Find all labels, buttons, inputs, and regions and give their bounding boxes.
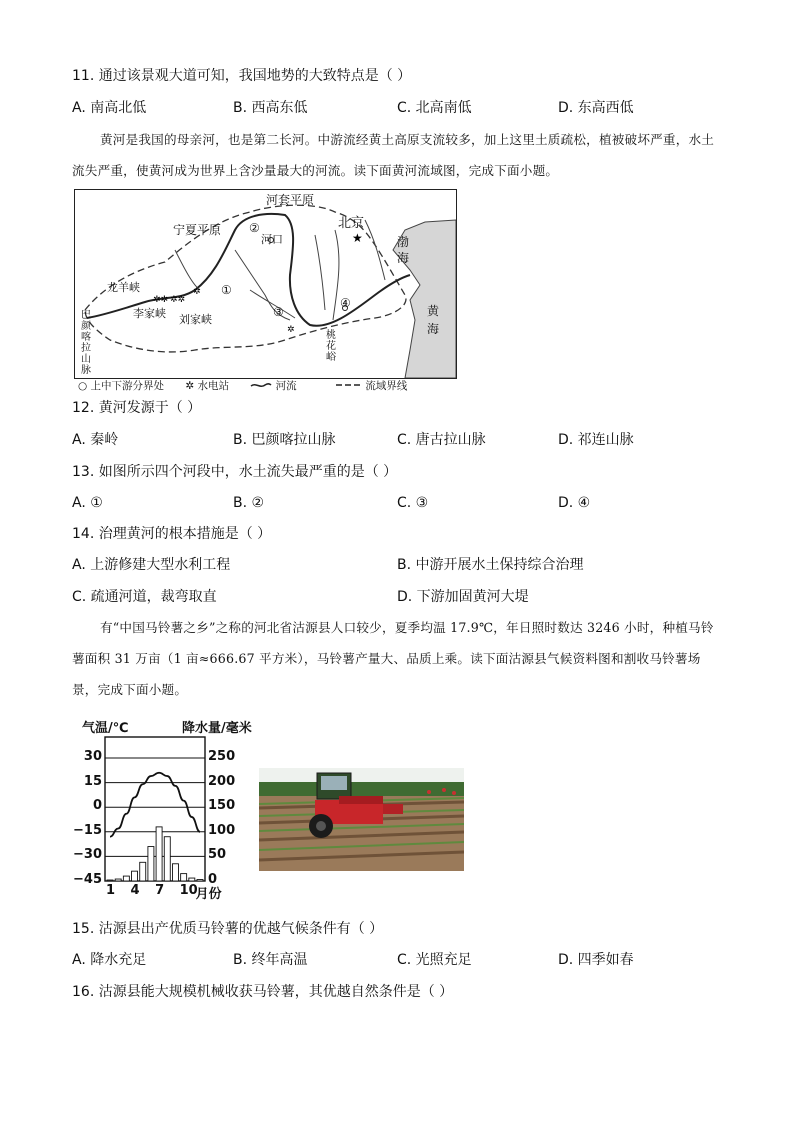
label-lijiaxia: 李家峡 [133,307,166,320]
map-legend [78,378,443,393]
precipitation-bar [140,862,146,881]
month-tick-label: 10 [179,883,198,898]
q13-stem: 13. 如图所示四个河段中，水土流失最严重的是（ ） [72,464,398,480]
q13-option-a[interactable]: A. ① [72,495,103,511]
q14-option-c[interactable]: C. 疏通河道，裁弯取直 [72,589,217,605]
precipitation-bar [148,847,154,881]
svg-text:✲: ✲ [287,325,295,335]
precip-tick-label: 150 [208,798,236,814]
month-tick-label: 1 [106,883,116,898]
precip-tick-label: 50 [208,847,227,863]
precipitation-bar [123,876,129,881]
precipitation-bar [172,864,178,881]
river-line-icon [250,381,272,389]
potato-harvest-photo [259,768,464,871]
temp-tick-label: −45 [73,872,102,887]
climate-precip-axis-title: 降水量/毫米 [182,721,252,736]
q15-option-a[interactable]: A. 降水充足 [72,952,147,968]
precip-tick-label: 100 [208,822,236,838]
precipitation-bar [115,879,121,881]
q14-option-b[interactable]: B. 中游开展水土保持综合治理 [397,557,584,573]
precipitation-bar [189,878,195,881]
label-hetao-plain: 河套平原 [266,193,315,207]
temp-tick-label: 30 [83,749,102,764]
label-taohuayu: 桃 花 峪 [326,330,336,363]
q11-option-d[interactable]: D. 东高西低 [558,100,634,116]
q13-option-d[interactable]: D. ④ [558,495,591,511]
legend-river [250,380,314,392]
label-liujiaxia: 刘家峡 [179,313,212,326]
q13-option-c[interactable]: C. ③ [397,495,429,511]
dashed-line-icon [336,381,362,389]
q13-option-b[interactable]: B. ② [233,495,265,511]
label-bohai-sea: 渤 海 [397,235,410,265]
svg-text:✲: ✲ [193,287,201,297]
passage-yellow-river: 黄河是我国的母亲河，也是第二长河。中游流经黄土高原支流较多，加上这里土质疏松，植被破坏严重，水土流失严重，使黄河成为世界上含沙量最大的河流。读下面黄河流域图，完成下面小题。 [72,132,715,178]
q11-option-c[interactable]: C. 北高南低 [397,100,472,116]
q15-option-b[interactable]: B. 终年高温 [233,952,308,968]
month-tick-label: 4 [130,883,140,898]
label-bayan-har-mountains: 巴 颜 喀 拉 山 脉 [81,310,91,376]
precipitation-bar [181,874,187,881]
legend-basin-boundary [336,380,425,392]
label-segment-2: ② [249,221,260,235]
precip-tick-label: 200 [208,773,236,789]
yellow-river-basin-map [74,189,457,379]
label-segment-4: ④ [340,296,351,310]
precipitation-bar [132,871,138,881]
legend-basin-label: 流域界线 [365,380,408,392]
label-segment-1: ① [221,283,232,297]
temp-tick-label: 15 [83,773,102,789]
climate-temp-axis-title: 气温/℃ [82,721,129,736]
q15-option-d[interactable]: D. 四季如春 [558,952,634,968]
precipitation-bar [164,837,170,881]
svg-text:★: ★ [352,231,363,245]
q11-option-a[interactable]: A. 南高北低 [72,100,147,116]
precipitation-bar [197,880,203,881]
q14-option-d[interactable]: D. 下游加固黄河大堤 [397,589,529,605]
label-beijing: 北京 [338,216,365,231]
climate-chart [104,736,206,882]
passage-guyuan-potato: 有“中国马铃薯之乡”之称的河北省沽源县人口较少，夏季均温 17.9℃，年日照时数达 3246 小时，种植马铃薯面积 31 万亩（1 亩≈666.67 平方米），马铃薯产量大、品质上乘。读下面沽源县气候资料图和割收马铃薯场景，完成下面小题。 [72,620,714,697]
temp-tick-label: −30 [73,847,102,863]
q15-option-c[interactable]: C. 光照充足 [397,952,472,968]
q14-option-a[interactable]: A. 上游修建大型水利工程 [72,557,231,573]
label-longyangxia: 龙羊峡 [107,281,140,294]
precipitation-bar [107,880,113,881]
label-segment-3: ③ [273,305,284,319]
svg-text:✲✲: ✲✲ [170,295,186,305]
precipitation-bar [156,827,162,881]
legend-boundary-point: ○ 上中下游分界处 [78,380,164,392]
q14-stem: 14. 治理黄河的根本措施是（ ） [72,526,272,542]
label-yellow-sea: 黄 海 [427,304,440,336]
q15-stem: 15. 沽源县出产优质马铃薯的优越气候条件有（ ） [72,921,384,937]
legend-hydro-station: ✲ 水电站 [185,380,229,392]
month-unit-label: 月份 [195,887,222,902]
q12-option-d[interactable]: D. 祁连山脉 [558,432,634,448]
legend-river-label: 河流 [275,380,297,392]
q12-option-a[interactable]: A. 秦岭 [72,432,119,448]
q12-option-b[interactable]: B. 巴颜喀拉山脉 [233,432,336,448]
q16-stem: 16. 沽源县能大规模机械收获马铃薯，其优越自然条件是（ ） [72,984,454,1000]
svg-text:✲✲: ✲✲ [153,295,169,305]
precip-tick-label: 0 [208,872,218,887]
temp-tick-label: 0 [92,798,102,814]
month-tick-label: 7 [155,883,165,898]
harvest-scene-image [259,768,464,871]
q12-option-c[interactable]: C. 唐古拉山脉 [397,432,486,448]
q12-stem: 12. 黄河发源于（ ） [72,400,202,416]
label-hekou: 河口 [261,233,283,246]
q11-option-b[interactable]: B. 西高东低 [233,100,308,116]
q11-stem: 11. 通过该景观大道可知，我国地势的大致特点是（ ） [72,68,412,84]
precip-tick-label: 250 [208,749,236,764]
label-ningxia-plain: 宁夏平原 [173,223,222,237]
temp-tick-label: −15 [73,822,102,838]
